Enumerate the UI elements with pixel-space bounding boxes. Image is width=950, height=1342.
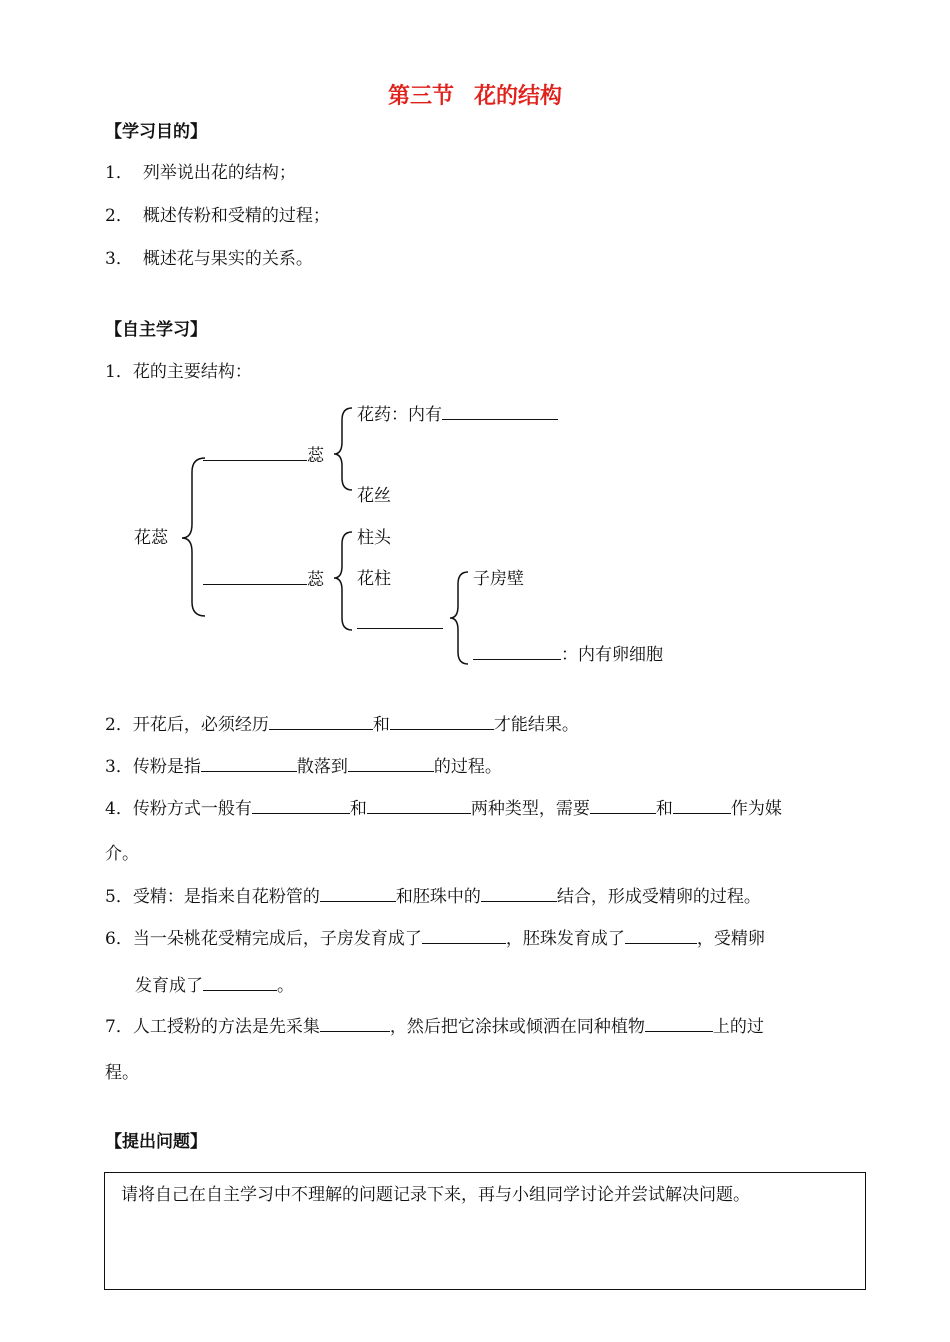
- blank[interactable]: [203, 976, 277, 991]
- goal-text: 概述传粉和受精的过程；: [142, 206, 330, 226]
- question-7-cont: 程。: [105, 1063, 139, 1083]
- diagram-pistil-row: [203, 570, 324, 589]
- question-1: 1．花的主要结构：: [105, 362, 252, 382]
- diagram-stigma: 柱头: [357, 528, 391, 548]
- q-text: 4．传粉方式一般有: [105, 799, 252, 819]
- diagram-ovule-label: ：内有卵细胞: [561, 645, 663, 665]
- blank[interactable]: [348, 757, 434, 772]
- title-section: 第三节: [387, 84, 454, 109]
- blank[interactable]: [201, 757, 297, 772]
- blank[interactable]: [442, 405, 558, 420]
- q-text: 和: [655, 799, 673, 819]
- blank[interactable]: [625, 929, 697, 944]
- q-text: 3．传粉是指: [105, 757, 201, 777]
- self-study-heading: 【自主学习】: [105, 320, 207, 340]
- question-7: [105, 1017, 764, 1036]
- q-text: ，胚珠发育成了: [505, 929, 625, 949]
- title-topic: 花的结构: [474, 84, 563, 109]
- q-text: ，然后把它涂抹或倾洒在同种植物: [389, 1017, 645, 1037]
- diagram-style: 花柱: [357, 569, 391, 589]
- goal-number: 1．: [105, 163, 133, 183]
- goal-number: 3．: [105, 249, 133, 269]
- q-text: 5．受精：是指来自花粉管的: [105, 887, 320, 907]
- q-text: 两种类型，需要: [470, 799, 590, 819]
- q-text: 散落到: [296, 757, 348, 777]
- diagram-filament: 花丝: [357, 486, 391, 506]
- brace-root: [182, 458, 205, 616]
- q-text: 上的过: [712, 1017, 764, 1037]
- brace-stamen: [334, 408, 352, 490]
- q-text: 才能结果。: [493, 715, 579, 735]
- diagram-anther: [357, 405, 558, 424]
- blank[interactable]: [645, 1017, 713, 1032]
- blank[interactable]: [320, 887, 396, 902]
- goals-heading: 【学习目的】: [105, 122, 207, 142]
- blank[interactable]: [673, 799, 731, 814]
- question-5: [105, 887, 761, 906]
- question-2: [105, 715, 579, 734]
- goal-text: 概述花与果实的关系。: [142, 249, 313, 269]
- blank[interactable]: [269, 715, 373, 730]
- blank[interactable]: [367, 799, 471, 814]
- blank[interactable]: [390, 715, 494, 730]
- goal-text: 列举说出花的结构；: [142, 163, 296, 183]
- blank[interactable]: [203, 570, 307, 585]
- q-text: 和: [372, 715, 390, 735]
- diagram-ovary-wall: 子房壁: [473, 569, 524, 589]
- questions-box-prompt: 请将自己在自主学习中不理解的问题记录下来，再与小组同学讨论并尝试解决问题。: [121, 1185, 750, 1205]
- diagram-ovary-row: [357, 614, 443, 633]
- question-6: [105, 929, 765, 948]
- question-4: [105, 799, 782, 818]
- diagram-stamen-row: [203, 446, 324, 465]
- blank[interactable]: [252, 799, 350, 814]
- diagram-pistil-label: 蕊: [307, 570, 324, 590]
- q-text: 6．当一朵桃花受精完成后，子房发育成了: [105, 929, 422, 949]
- blank[interactable]: [203, 446, 307, 461]
- diagram-root: 花蕊: [134, 528, 168, 548]
- blank[interactable]: [481, 887, 557, 902]
- blank[interactable]: [357, 614, 443, 629]
- goal-number: 2．: [105, 206, 133, 226]
- diagram-anther-label: 花药：内有: [357, 405, 442, 425]
- blank[interactable]: [320, 1017, 390, 1032]
- brace-pistil: [334, 532, 352, 630]
- diagram-ovule: [473, 645, 663, 664]
- q-text: 结合，形成受精卵的过程。: [556, 887, 761, 907]
- brace-ovary: [450, 572, 468, 664]
- q-text: ，受精卵: [696, 929, 765, 949]
- question-4-cont: 介。: [105, 844, 139, 864]
- diagram-stamen-label: 蕊: [307, 446, 324, 466]
- questions-box[interactable]: [104, 1172, 866, 1290]
- blank[interactable]: [422, 929, 506, 944]
- question-6-cont: [135, 976, 294, 995]
- blank[interactable]: [590, 799, 656, 814]
- q-text: 作为媒: [730, 799, 782, 819]
- q-text: 。: [277, 976, 294, 996]
- blank[interactable]: [473, 645, 561, 660]
- q-text: 发育成了: [135, 976, 203, 996]
- question-3: [105, 757, 502, 776]
- q-text: 7．人工授粉的方法是先采集: [105, 1017, 320, 1037]
- questions-heading: 【提出问题】: [105, 1132, 207, 1152]
- q-text: 和胚珠中的: [395, 887, 481, 907]
- q-text: 和: [349, 799, 367, 819]
- q-text: 2．开花后，必须经历: [105, 715, 269, 735]
- q-text: 的过程。: [433, 757, 502, 777]
